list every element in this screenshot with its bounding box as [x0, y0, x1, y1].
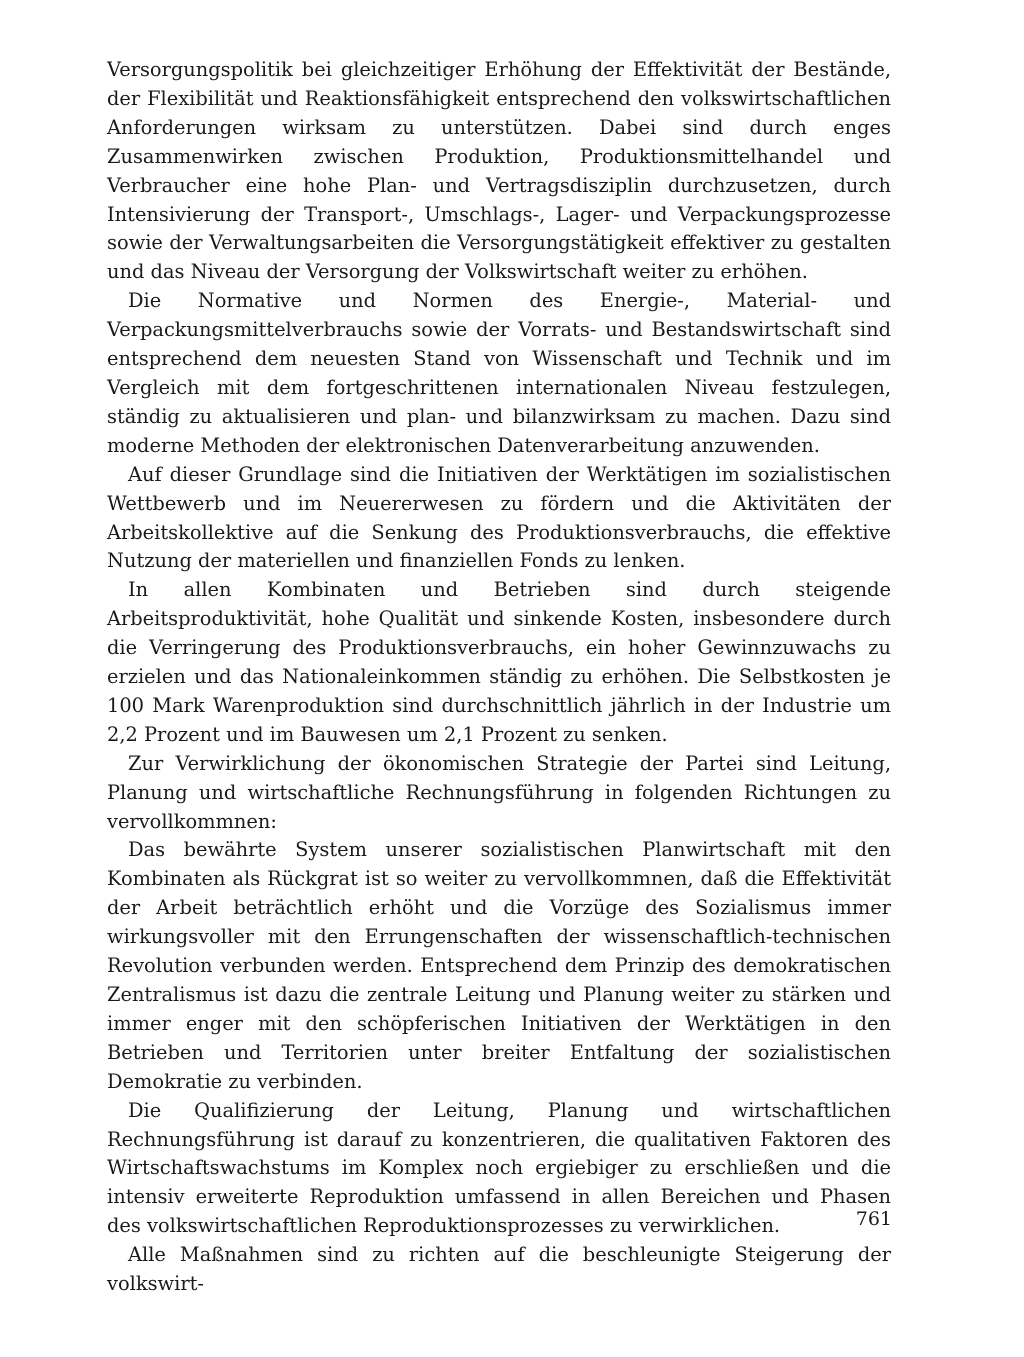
paragraph-1: Versorgungspolitik bei gleichzeitiger Erhöhung der Effektivität der Bestände, der Flexibilität und Reaktionsfähigkeit entsprechend den volkswirtschaftlichen Anforderungen wirksam zu unterstützen. Dabei sind durch enges Zusammenwirken zwischen Produktion, Produktionsmittelhandel und Verbraucher eine hohe Plan- und Vertragsdisziplin durchzusetzen, durch Intensivierung der Transport-, Umschlags-, Lager- und Verpackungsprozesse sowie der Verwaltungsarbeiten die Versorgungstätigkeit effektiver zu gestalten und das Niveau der Versorgung der Volkswirtschaft weiter zu erhöhen. — [107, 58, 891, 284]
paragraph-8: Alle Maßnahmen sind zu richten auf die beschleunigte Steigerung der volkswirt- — [107, 1243, 891, 1296]
page-body — [107, 56, 891, 1299]
paragraph-7: Die Qualifizierung der Leitung, Planung und wirtschaftlichen Rechnungsführung ist darauf zu konzentrieren, die qualitativen Faktoren des Wirtschaftswachstums im Komplex noch ergiebiger zu erschließen und die intensiv erweiterte Reproduktion umfassend in allen Bereichen und Phasen des volkswirtschaftlichen Reproduktionsprozesses zu verwirklichen. — [107, 1098, 891, 1238]
paragraph-4: In allen Kombinaten und Betrieben sind durch steigende Arbeitsproduktivität, hohe Qualität und sinkende Kosten, insbesondere durch die Verringerung des Produktionsverbrauchs, ein hoher Gewinnzuwachs zu erzielen und das Nationaleinkommen ständig zu erhöhen. Die Selbstkosten je 100 Mark Warenproduktion sind durchschnittlich jährlich in der Industrie um 2,2 Prozent und im Bauwesen um 2,1 Prozent zu senken. — [107, 578, 891, 746]
page-number: 761 — [855, 1208, 892, 1230]
paragraph-2: Die Normative und Normen des Energie-, Material- und Verpackungsmittelverbrauchs sowie der Vorrats- und Bestandswirtschaft sind entsprechend dem neuesten Stand von Wissenschaft und Technik und im Vergleich mit dem fortgeschrittenen internationalen Niveau festzulegen, ständig zu aktualisieren und plan- und bilanzwirksam zu machen. Dazu sind moderne Methoden der elektronischen Datenverarbeitung anzuwenden. — [107, 289, 891, 457]
paragraph-6: Das bewährte System unserer sozialistischen Planwirtschaft mit den Kombinaten als Rückgrat ist so weiter zu vervollkommnen, daß die Effektivität der Arbeit beträchtlich erhöht und die Vorzüge des Sozialismus immer wirkungsvoller mit den Errungenschaften der wissenschaftlich-technischen Revolution verbunden werden. Entsprechend dem Prinzip des demokratischen Zentralismus ist dazu die zentrale Leitung und Planung weiter zu stärken und immer enger mit den schöpferischen Initiativen der Werktätigen in den Betrieben und Territorien unter breiter Entfaltung der sozialistischen Demokratie zu verbinden. — [107, 838, 891, 1093]
paragraph-3: Auf dieser Grundlage sind die Initiativen der Werktätigen im sozialistischen Wettbewerb und im Neuererwesen zu fördern und die Aktivitäten der Arbeitskollektive auf die Senkung des Produktionsverbrauchs, die effektive Nutzung der materiellen und finanziellen Fonds zu lenken. — [107, 462, 891, 573]
paragraph-5: Zur Verwirklichung der ökonomischen Strategie der Partei sind Leitung, Planung und wirtschaftliche Rechnungsführung in folgenden Richtungen zu vervollkommnen: — [107, 751, 891, 833]
